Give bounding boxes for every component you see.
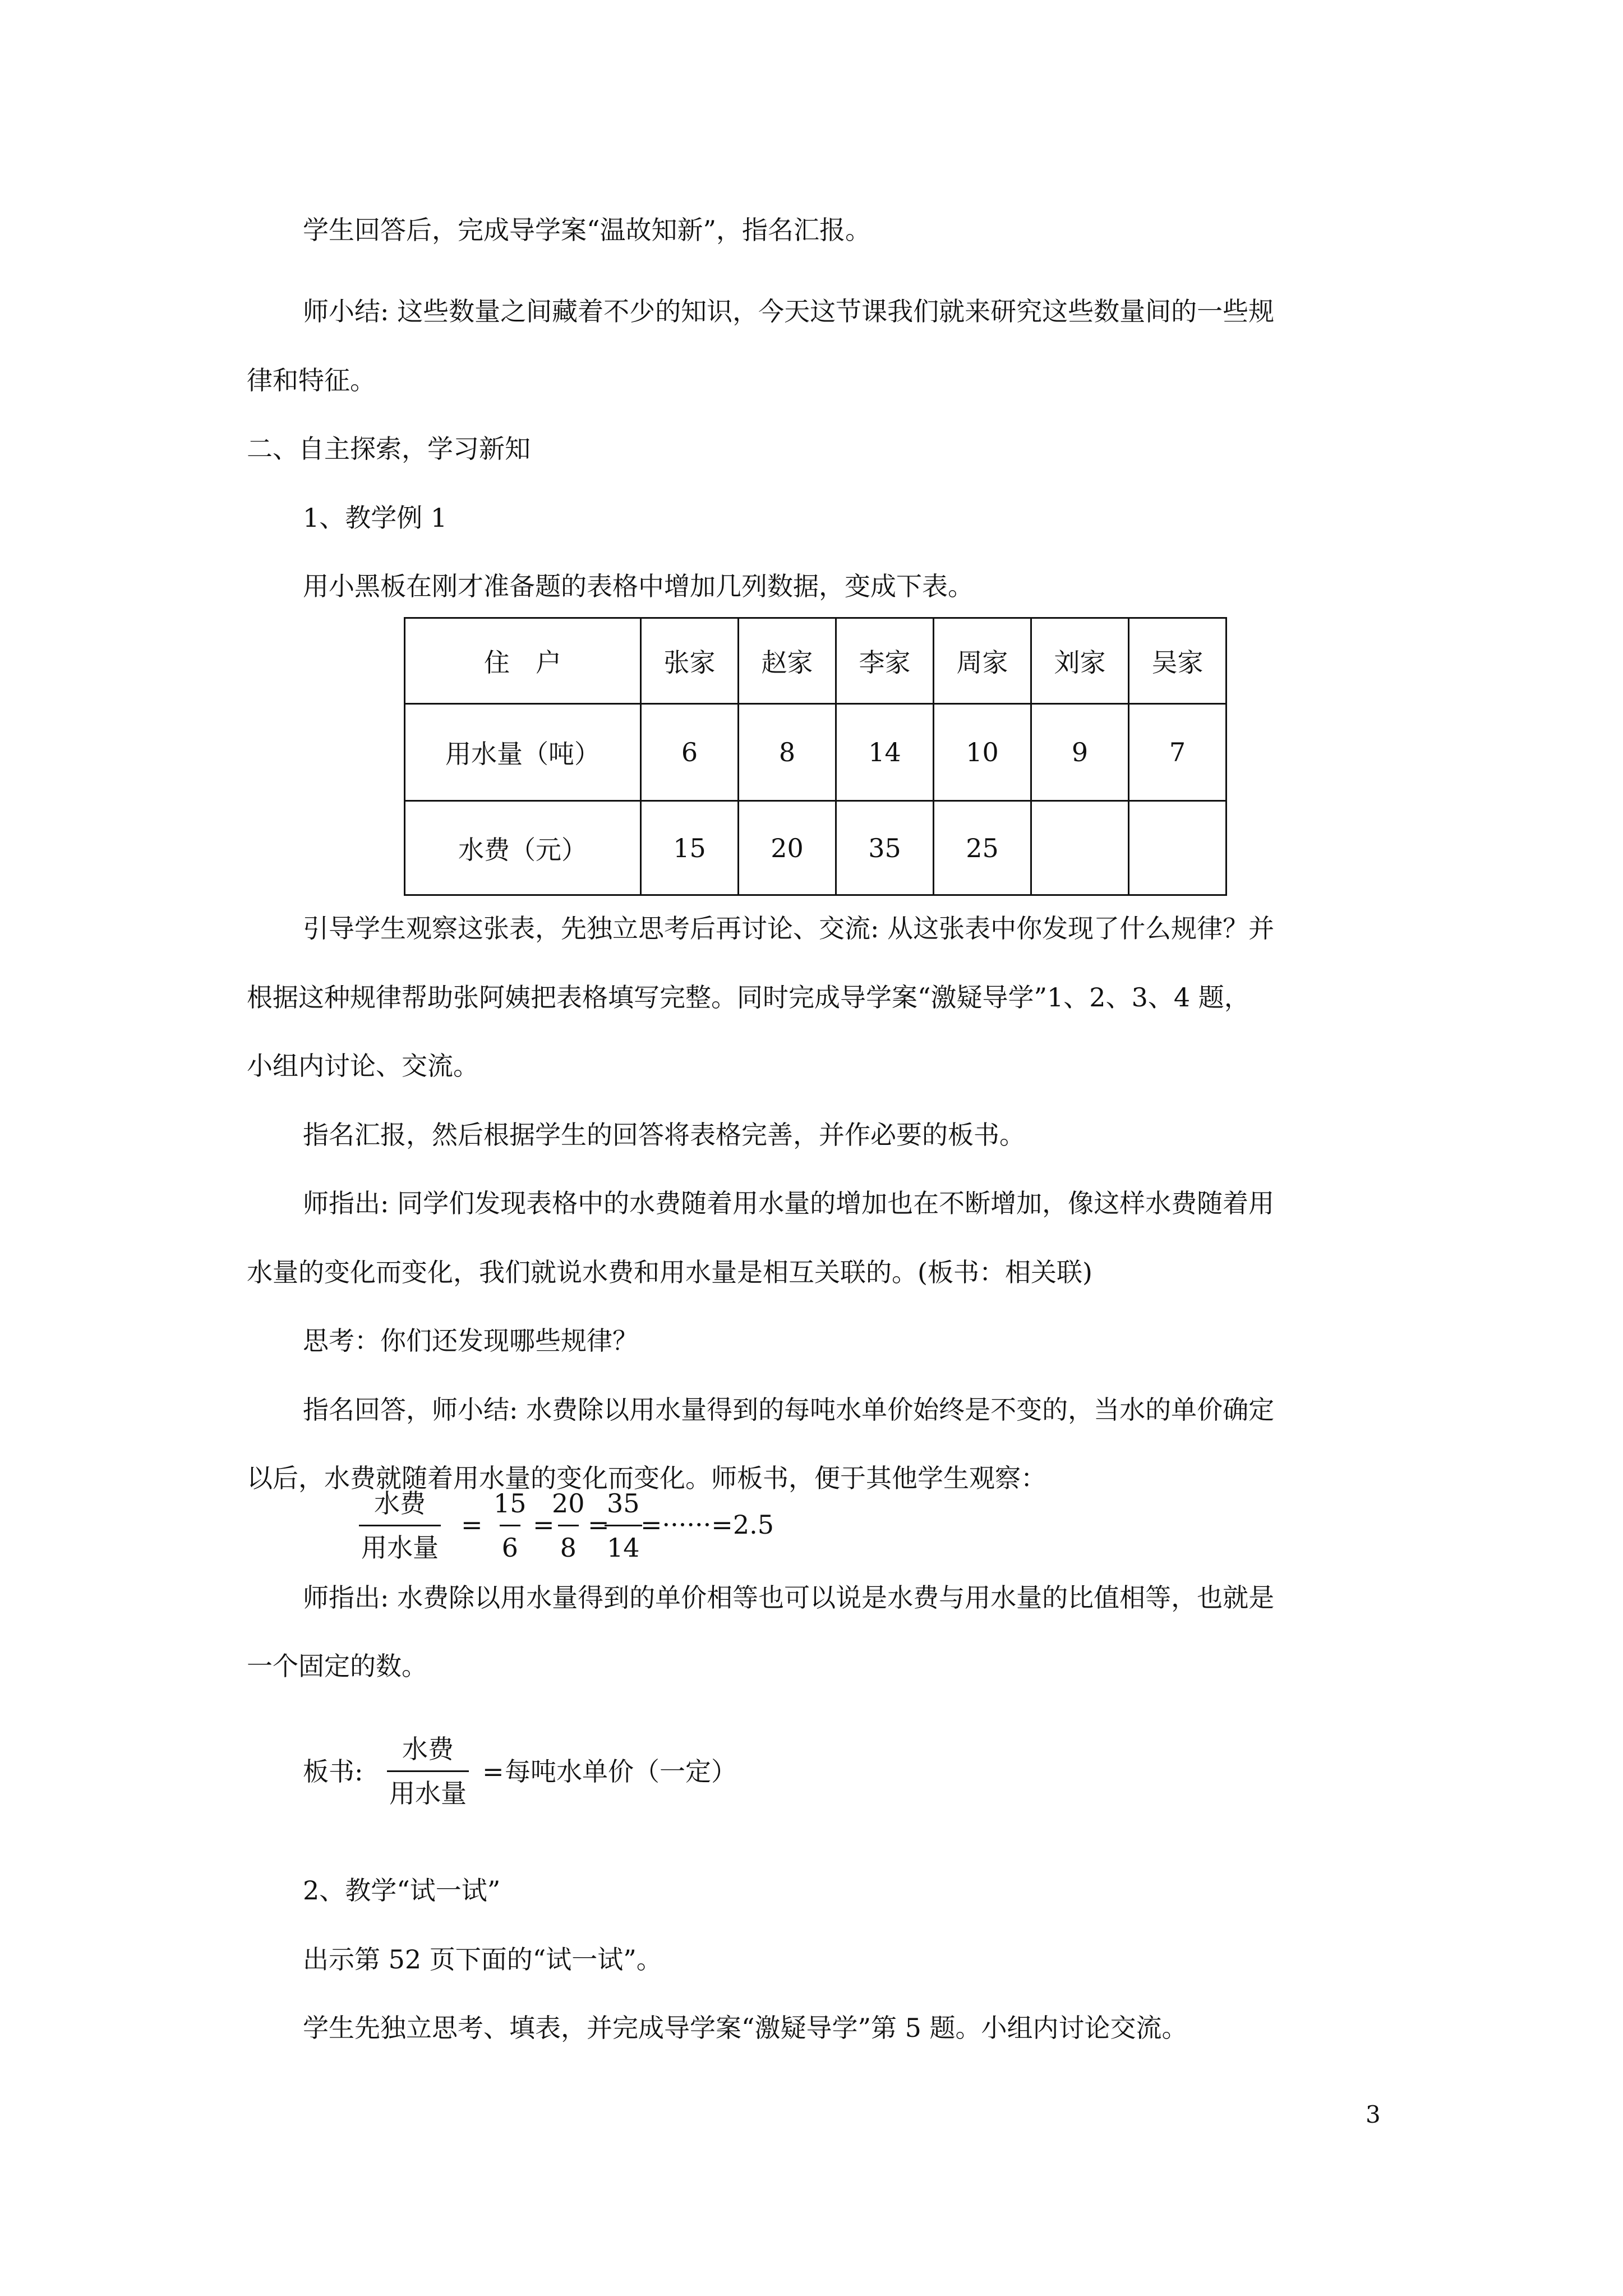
equals-sign: = xyxy=(588,1510,610,1540)
equals-sign: = xyxy=(461,1510,483,1540)
fraction-numerator: 15 xyxy=(494,1488,527,1519)
table-cell-fee xyxy=(1129,801,1227,895)
table-cell-usage: 8 xyxy=(739,704,836,801)
table-row-usage xyxy=(405,704,1227,801)
table-cell-household: 吴家 xyxy=(1129,618,1227,704)
fraction-denominator: 用水量 xyxy=(387,1770,469,1810)
table-cell-fee: 35 xyxy=(836,801,934,895)
paragraph-observe-line1: 引导学生观察这张表，先独立思考后再讨论、交流: 从这张表中你发现了什么规律？并 xyxy=(303,913,1275,944)
paragraph-think: 思考：你们还发现哪些规律？ xyxy=(303,1326,638,1356)
table-cell-usage: 14 xyxy=(836,704,934,801)
board-label: 板书: xyxy=(303,1756,363,1787)
table-cell-household: 李家 xyxy=(836,618,934,704)
table-cell-fee: 15 xyxy=(641,801,739,895)
table-cell-fee: 20 xyxy=(739,801,836,895)
table-cell-usage: 10 xyxy=(934,704,1031,801)
table-cell-fee: 25 xyxy=(934,801,1031,895)
subheading-example-1: 1、教学例 1 xyxy=(303,503,448,533)
table-row-households xyxy=(405,618,1227,704)
fraction-denominator: 6 xyxy=(500,1525,520,1565)
table-cell-household: 张家 xyxy=(641,618,739,704)
table-cell-household: 周家 xyxy=(934,618,1031,704)
fraction-fee-over-usage xyxy=(387,1732,469,1810)
page-number: 3 xyxy=(1366,2101,1381,2128)
paragraph-observe-line2: 根据这种规律帮助张阿姨把表格填写完整。同时完成导学案“激疑导学”1、2、3、4 题， xyxy=(247,982,1250,1013)
fraction-numerator: 水费 xyxy=(402,1734,454,1764)
fraction-15-over-6 xyxy=(491,1487,529,1565)
equals-sign: = xyxy=(533,1510,555,1540)
fraction-denominator: 8 xyxy=(558,1525,579,1565)
table-cell-usage: 6 xyxy=(641,704,739,801)
formula-result: =······=2.5 xyxy=(640,1510,774,1540)
table-cell-household: 赵家 xyxy=(739,618,836,704)
fraction-20-over-8 xyxy=(550,1487,587,1565)
table-cell-fee xyxy=(1031,801,1129,895)
table-cell-usage: 7 xyxy=(1129,704,1227,801)
table-cell-household: 刘家 xyxy=(1031,618,1129,704)
fraction-35-over-14 xyxy=(605,1487,642,1565)
paragraph-ratio-line2: 一个固定的数。 xyxy=(247,1651,427,1681)
paragraph-show-try-it: 出示第 52 页下面的“试一试”。 xyxy=(303,1944,662,1975)
paragraph-teacher-summary-line1: 师小结: 这些数量之间藏着不少的知识，今天这节课我们就来研究这些数量间的一些规 xyxy=(303,296,1275,326)
paragraph-teacher-point-line1: 师指出: 同学们发现表格中的水费随着用水量的增加也在不断增加，像这样水费随着用 xyxy=(303,1188,1275,1218)
equals-sign: = xyxy=(482,1756,504,1787)
paragraph-teacher-point-line2: 水量的变化而变化，我们就说水费和用水量是相互关联的。(板书：相关联) xyxy=(247,1257,1092,1287)
fraction-numerator: 35 xyxy=(607,1488,640,1519)
table-header-usage: 用水量（吨） xyxy=(405,704,641,801)
fraction-numerator: 20 xyxy=(552,1488,585,1519)
formula-result: 每吨水单价（一定） xyxy=(505,1756,737,1787)
water-usage-table xyxy=(404,617,1227,896)
fraction-fee-over-usage xyxy=(359,1487,441,1565)
table-header-household: 住 户 xyxy=(405,618,641,704)
paragraph-student-fill: 学生先独立思考、填表，并完成导学案“激疑导学”第 5 题。小组内讨论交流。 xyxy=(303,2013,1188,2043)
paragraph-answer-line1: 指名回答，师小结: 水费除以用水量得到的每吨水单价始终是不变的，当水的单价确定 xyxy=(303,1395,1275,1425)
fraction-denominator: 用水量 xyxy=(359,1525,441,1565)
section-heading-2: 二、自主探索，学习新知 xyxy=(247,434,531,464)
paragraph-answer-line2: 以后，水费就随着用水量的变化而变化。师板书，便于其他学生观察： xyxy=(247,1463,1046,1493)
paragraph-report: 指名汇报，然后根据学生的回答将表格完善，并作必要的板书。 xyxy=(303,1120,1025,1150)
fraction-denominator: 14 xyxy=(605,1525,642,1565)
paragraph-observe-line3: 小组内讨论、交流。 xyxy=(247,1051,479,1081)
table-row-fee xyxy=(405,801,1227,895)
paragraph-teacher-summary-line2: 律和特征。 xyxy=(247,365,376,395)
paragraph-ratio-line1: 师指出: 水费除以用水量得到的单价相等也可以说是水费与用水量的比值相等，也就是 xyxy=(303,1582,1275,1613)
subheading-try-it: 2、教学“试一试” xyxy=(303,1875,501,1906)
paragraph-student-answer: 学生回答后，完成导学案“温故知新”，指名汇报。 xyxy=(303,215,872,245)
paragraph-table-intro: 用小黑板在刚才准备题的表格中增加几列数据，变成下表。 xyxy=(303,571,974,601)
fraction-numerator: 水费 xyxy=(374,1488,426,1519)
table-header-fee: 水费（元） xyxy=(405,801,641,895)
table-cell-usage: 9 xyxy=(1031,704,1129,801)
